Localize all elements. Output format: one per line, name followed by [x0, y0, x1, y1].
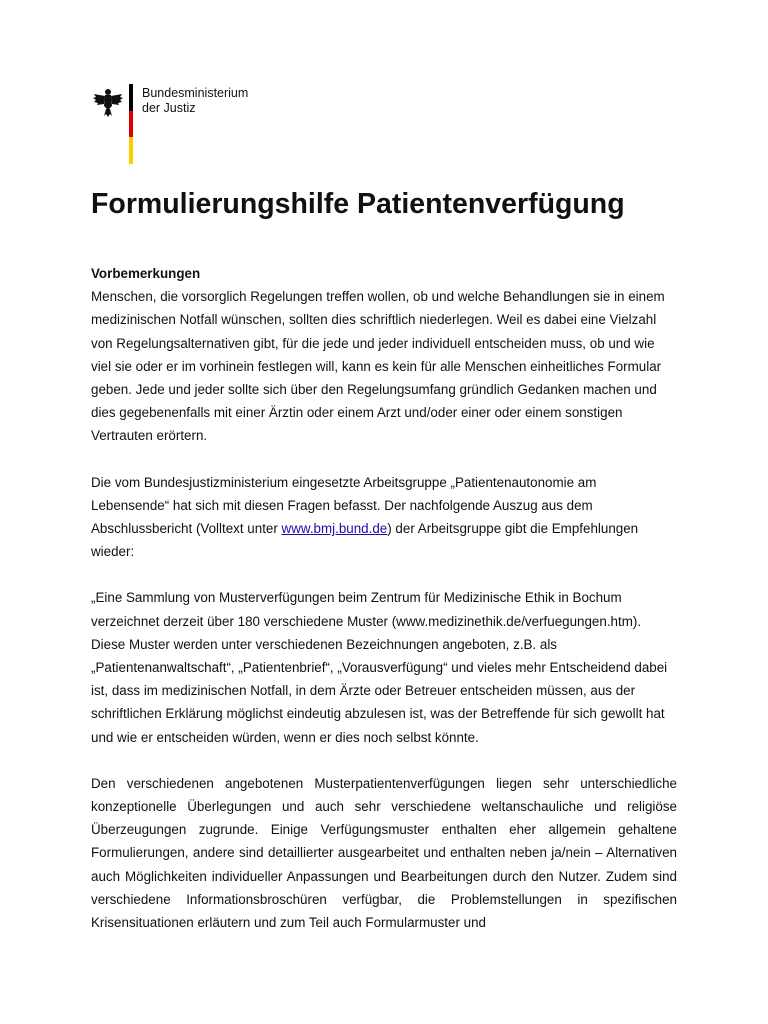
bmj-website-link[interactable]: www.bmj.bund.de: [281, 521, 388, 537]
ministry-name-line1: Bundesministerium: [142, 86, 249, 100]
paragraph-working-group: [91, 471, 677, 564]
paragraph-templates: Den verschiedenen angebotenen Musterpatientenverfügungen liegen sehr unterschiedliche konzeptionelle Überlegungen und auch sehr verschiedene weltanschauliche und religiöse Überzeugungen zugrunde. Einige Verfügungsmuster enthalten eher allgemein gehaltene Formulierungen, andere sind detaillierter ausgearbeitet und enthalten neben ja/nein – Alternativen auch Möglichkeiten individueller Anpassungen und Bearbeitungen durch den Nutzer. Zudem sind verschiedene Informationsbroschüren verfügbar, die Problemstellungen in spezifischen Krisensituationen erläutern und zum Teil auch Formularmuster und: [91, 775, 677, 931]
paragraph-quote: „Eine Sammlung von Musterverfügungen beim Zentrum für Medizinische Ethik in Bochum verzeichnet derzeit über 180 verschiedene Muster (www.medizinethik.de/verfuegungen.htm). Diese Muster werden unter verschiedenen Bezeichnungen angeboten, z.B. als „Patientenanwaltschaft“, „Patientenbrief“, „Vorausverfügung“ und vieles mehr Entscheidend dabei ist, dass im medizinischen Notfall, in dem Ärzte oder Betreuer entscheiden müssen, aus der schriftlichen Erklärung möglichst eindeutig abzulesen ist, was der Betreffende für sich gewollt hat und wie er entscheiden würden, wenn er dies noch selbst könnte.: [91, 590, 668, 745]
ministry-name: [142, 86, 248, 116]
federal-eagle-icon: [92, 86, 124, 118]
ministry-name-line2: der Justiz: [142, 101, 196, 115]
section-heading: Vorbemerkungen: [91, 266, 201, 281]
document-body: [91, 262, 677, 934]
document-title: Formulierungshilfe Patientenverfügung: [91, 188, 625, 220]
paragraph-intro-text: Menschen, die vorsorglich Regelungen treffen wollen, ob und welche Behandlungen sie in einem medizinischen Notfall wünschen, sollten dies schriftlich niederlegen. Weil es dabei eine Vielzahl von Regelungsalternativen gibt, für die jede und jeder individuell entscheiden muss, ob und wie viel sie oder er im vorhinein festlegen will, kann es kein für alle Menschen einheitliches Formular geben. Jede und jeder sollte sich über den Regelungsumfang gründlich Gedanken machen und dies gegebenenfalls mit einer Ärztin oder einem Arzt und/oder einer oder einem sonstigen Vertrauten erörtern.: [91, 289, 665, 444]
paragraph-working-group-text: Die vom Bundesjustizministerium eingesetzte Arbeitsgruppe „Patientenautonomie am Lebensende“ hat sich mit diesen Fragen befasst. Der nachfolgende Auszug aus dem Abschlussbericht (Volltext unter: [91, 474, 597, 537]
paragraph-intro: [91, 262, 677, 448]
german-flag-bar: [129, 84, 133, 164]
paragraph-working-group-text-end: ) der Arbeitsgruppe gibt die Empfehlungen wieder:: [91, 521, 639, 560]
